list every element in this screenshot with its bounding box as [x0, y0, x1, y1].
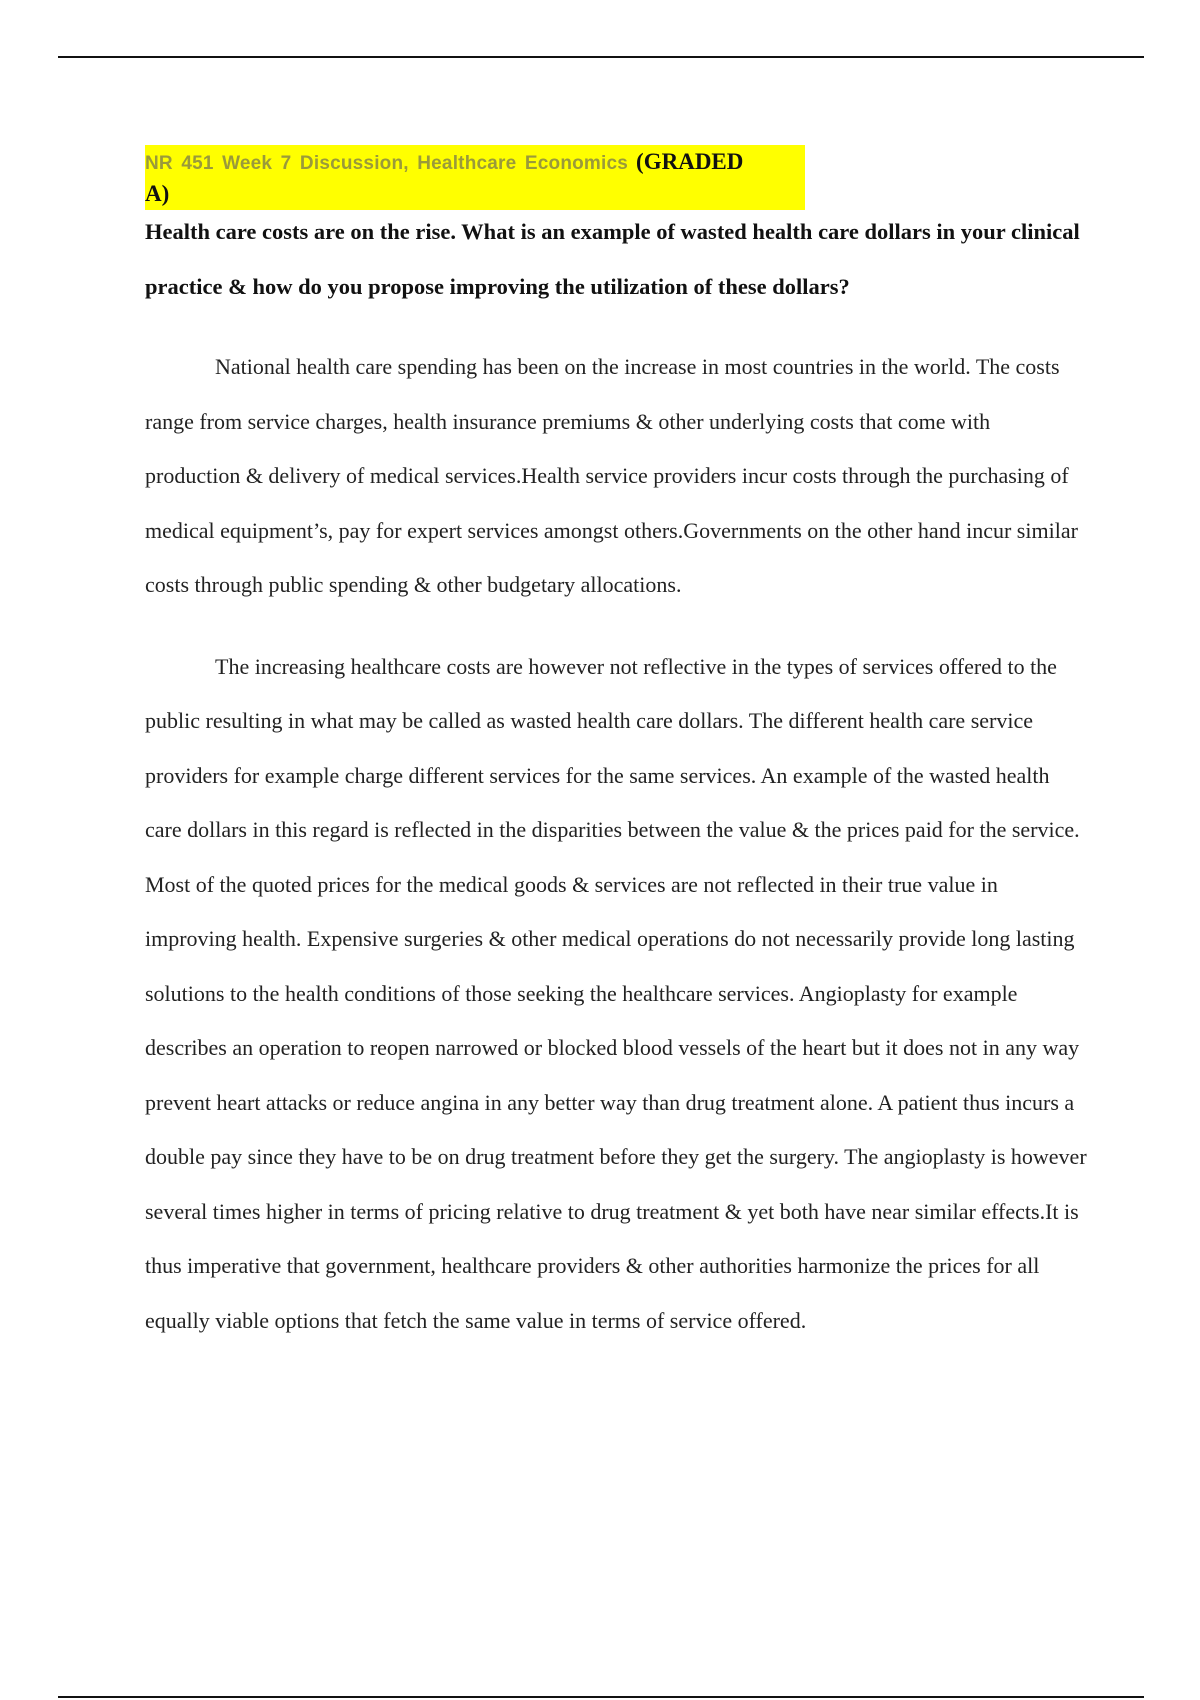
header-rule	[58, 56, 1144, 58]
document-title-graded: (GRADED	[636, 149, 744, 174]
document-body	[145, 145, 1090, 1348]
footer-rule	[58, 1696, 1144, 1698]
document-title-highlight	[145, 145, 805, 210]
discussion-question: Health care costs are on the rise. What is an example of wasted health care dollars in your clinical practice & how do you propose improving the utilization of these dollars?	[145, 219, 1080, 299]
body-paragraph-2: The increasing healthcare costs are however not reflective in the types of services offered to the public resulting in what may be called as wasted health care dollars. The different health care service providers for example charge different services for the same services. An example of the wasted health care dollars in this regard is reflected in the disparities between the value & the prices paid for the service. Most of the quoted prices for the medical goods & services are not reflected in their true value in improving health. Expensive surgeries & other medical operations do not necessarily provide long lasting solutions to the health conditions of those seeking the healthcare services. Angioplasty for example describes an operation to reopen narrowed or blocked blood vessels of the heart but it does not in any way prevent heart attacks or reduce angina in any better way than drug treatment alone. A patient thus incurs a double pay since they have to be on drug treatment before they get the surgery. The angioplasty is however several times higher in terms of pricing relative to drug treatment & yet both have near similar effects.It is thus imperative that government, healthcare providers & other authorities harmonize the prices for all equally viable options that fetch the same value in terms of service offered.	[145, 653, 1087, 1333]
document-title-graded-end: A)	[145, 181, 170, 206]
body-paragraph-1: National health care spending has been on the increase in most countries in the world. The costs range from service charges, health insurance premiums & other underlying costs that come with production & delivery of medical services.Health service providers incur costs through the purchasing of medical equipment’s, pay for expert services amongst others.Governments on the other hand incur similar costs through public spending & other budgetary allocations.	[145, 354, 1078, 597]
document-title: NR 451 Week 7 Discussion, Healthcare Economics	[145, 153, 629, 174]
